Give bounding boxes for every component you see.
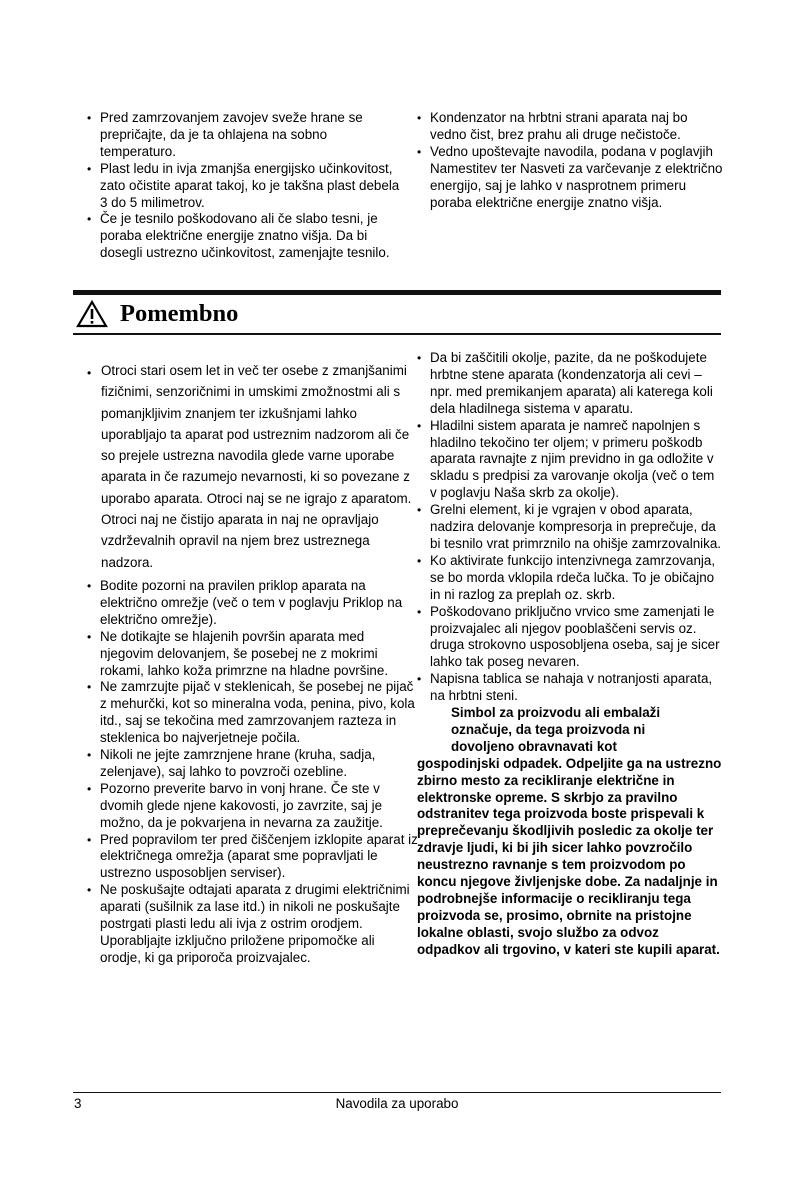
recycling-notice-line: dovoljeno obravnavati kot bbox=[451, 738, 617, 754]
heading-rule-bottom bbox=[73, 333, 721, 335]
list-item: • Poškodovano priključno vrvico sme zamenjati le proizvajalec ali njegov pooblaščeni servis oz. druga strokovno usposobljena oseba, saj je sicer lahko tak poseg nevaren. bbox=[417, 604, 723, 672]
list-item: • Grelni element, ki je vgrajen v obod aparata, nadzira delovanje kompresorja in preprečuje, da bi tesnilo vrat primrznilo na ohišje zamrzovalnika. bbox=[417, 502, 723, 553]
list-item: • Ne zamrzujte pijač v steklenicah, še posebej ne pijač z mehurčki, kot so mineralna voda, penina, pivo, kola itd., saj se tekočina med zamrzovanjem razteza in steklenica bo najverjetneje počila. bbox=[87, 679, 419, 747]
list-item: • Vedno upoštevajte navodila, podana v poglavjih Namestitev ter Nasveti za varčevanje z električno energijo, saj je lahko v nasprotnem primeru poraba električne energije znatno višja. bbox=[417, 144, 723, 212]
list-item: • Ne poskušajte odtajati aparata z drugimi električnimi aparati (sušilnik za lase itd.) in nikoli ne poskušajte postrgati plasti ledu ali ivja z ostrim orodjem. Uporabljajte izključno priložene pripomočke ali orodje, ki ga priporoča proizvajalec. bbox=[87, 882, 419, 967]
list-item: • Plast ledu in ivja zmanjša energijsko učinkovitost, zato očistite aparat takoj, ko je takšna plast debela 3 do 5 milimetrov. bbox=[87, 161, 401, 212]
warnings-column-right bbox=[417, 350, 723, 959]
footer-rule bbox=[73, 1092, 721, 1093]
recycling-notice-body: gospodinjski odpadek. Odpeljite ga na ustrezno zbirno mesto za recikliranje električne in elektronske opreme. S skrbjo za pravilno odstranitev tega proizvoda boste prispevali k preprečevanju škodljivih posledic za okolje ter zdravje ljudi, ki bi jih sicer lahko povzročilo neustrezno ravnanje s tem proizvodom po koncu njegove življenjske dobe. Za nadaljnje in podrobnejše informacije o recikliranju tega proizvoda se, prosimo, obrnite na pristojne lokalne oblasti, svojo službo za odvoz odpadkov ali trgovino, v kateri ste kupili aparat. bbox=[417, 755, 722, 957]
list-item: • Nikoli ne jejte zamrznjene hrane (kruha, sadja, zelenjave), saj lahko to povzroči ozebline. bbox=[87, 747, 419, 781]
list-item: • Ne dotikajte se hlajenih površin aparata med njegovim delovanjem, še posebej ne z mokrimi rokami, lahko koža primrzne na hladne površine. bbox=[87, 629, 419, 680]
list-item: • Otroci stari osem let in več ter osebe z zmanjšanimi fizičnimi, senzoričnimi in umskimi zmožnostmi ali s pomanjkljivim znanjem ter izkušnjami lahko uporabljajo ta aparat pod ustreznim nadzorom ali če so prejele ustrezna navodila glede varne uporabe aparata in če razumejo nevarnosti, ki so povezane z uporabo aparata. Otroci naj se ne igrajo z aparatom. Otroci naj ne čistijo aparata in naj ne opravljajo vzdrževalnih opravil na njem brez ustreznega nadzora. bbox=[87, 360, 419, 573]
warnings-column-left bbox=[87, 360, 419, 967]
list-item: • Bodite pozorni na pravilen priklop aparata na električno omrežje (več o tem v poglavju Priklop na električno omrežje). bbox=[87, 578, 419, 629]
heading-rule-top bbox=[73, 290, 721, 295]
recycling-notice-line: označuje, da tega proizvoda ni bbox=[451, 721, 646, 737]
footer-title: Navodila za uporabo bbox=[335, 1096, 459, 1111]
list-item: • Kondenzator na hrbtni strani aparata naj bo vedno čist, brez prahu ali druge nečistoče. bbox=[417, 110, 723, 144]
list-item: • Napisna tablica se nahaja v notranjosti aparata, na hrbtni steni. bbox=[417, 671, 723, 705]
list-item: • Pozorno preverite barvo in vonj hrane. Če ste v dvomih glede njene kakovosti, jo zavrzite, saj je možno, da je pokvarjena in nevarna za zaužitje. bbox=[87, 781, 419, 832]
list-item: • Da bi zaščitili okolje, pazite, da ne poškodujete hrbtne stene aparata (kondenzatorja ali cevi – npr. med premikanjem aparata) ali katerega koli dela hladilnega sistema v aparatu. bbox=[417, 350, 723, 418]
recycling-notice-line: Simbol za proizvodu ali embalaži bbox=[451, 705, 661, 721]
list-item: • Hladilni sistem aparata je namreč napolnjen s hladilno tekočino ter oljem; v primeru poškodb aparata ravnajte z njim previdno in ga odložite v skladu s predpisi za varovanje okolja (več o tem v poglavju Naša skrb za okolje). bbox=[417, 418, 723, 503]
list-item: • Ko aktivirate funkcijo intenzivnega zamrzovanja, se bo morda vklopila rdeča lučka. To je običajno in ni razlog za preplah oz. skrb. bbox=[417, 553, 723, 604]
tips-column-right bbox=[417, 110, 723, 211]
list-item: • Pred zamrzovanjem zavojev sveže hrane se prepričajte, da je ta ohlajena na sobno temperaturo. bbox=[87, 110, 401, 161]
warning-triangle-icon bbox=[76, 300, 108, 328]
tips-column-left bbox=[87, 110, 401, 262]
page-number: 3 bbox=[74, 1096, 82, 1111]
list-item: • Pred popravilom ter pred čiščenjem izklopite aparat iz električnega omrežja (aparat sme popravljati le ustrezno usposobljen serviser). bbox=[87, 832, 419, 883]
list-item: • Če je tesnilo poškodovano ali če slabo tesni, je poraba električne energije znatno višja. Da bi dosegli ustrezno učinkovitost, zamenjajte tesnilo. bbox=[87, 211, 401, 262]
recycling-notice bbox=[417, 705, 723, 959]
section-heading: Pomembno bbox=[120, 300, 239, 327]
